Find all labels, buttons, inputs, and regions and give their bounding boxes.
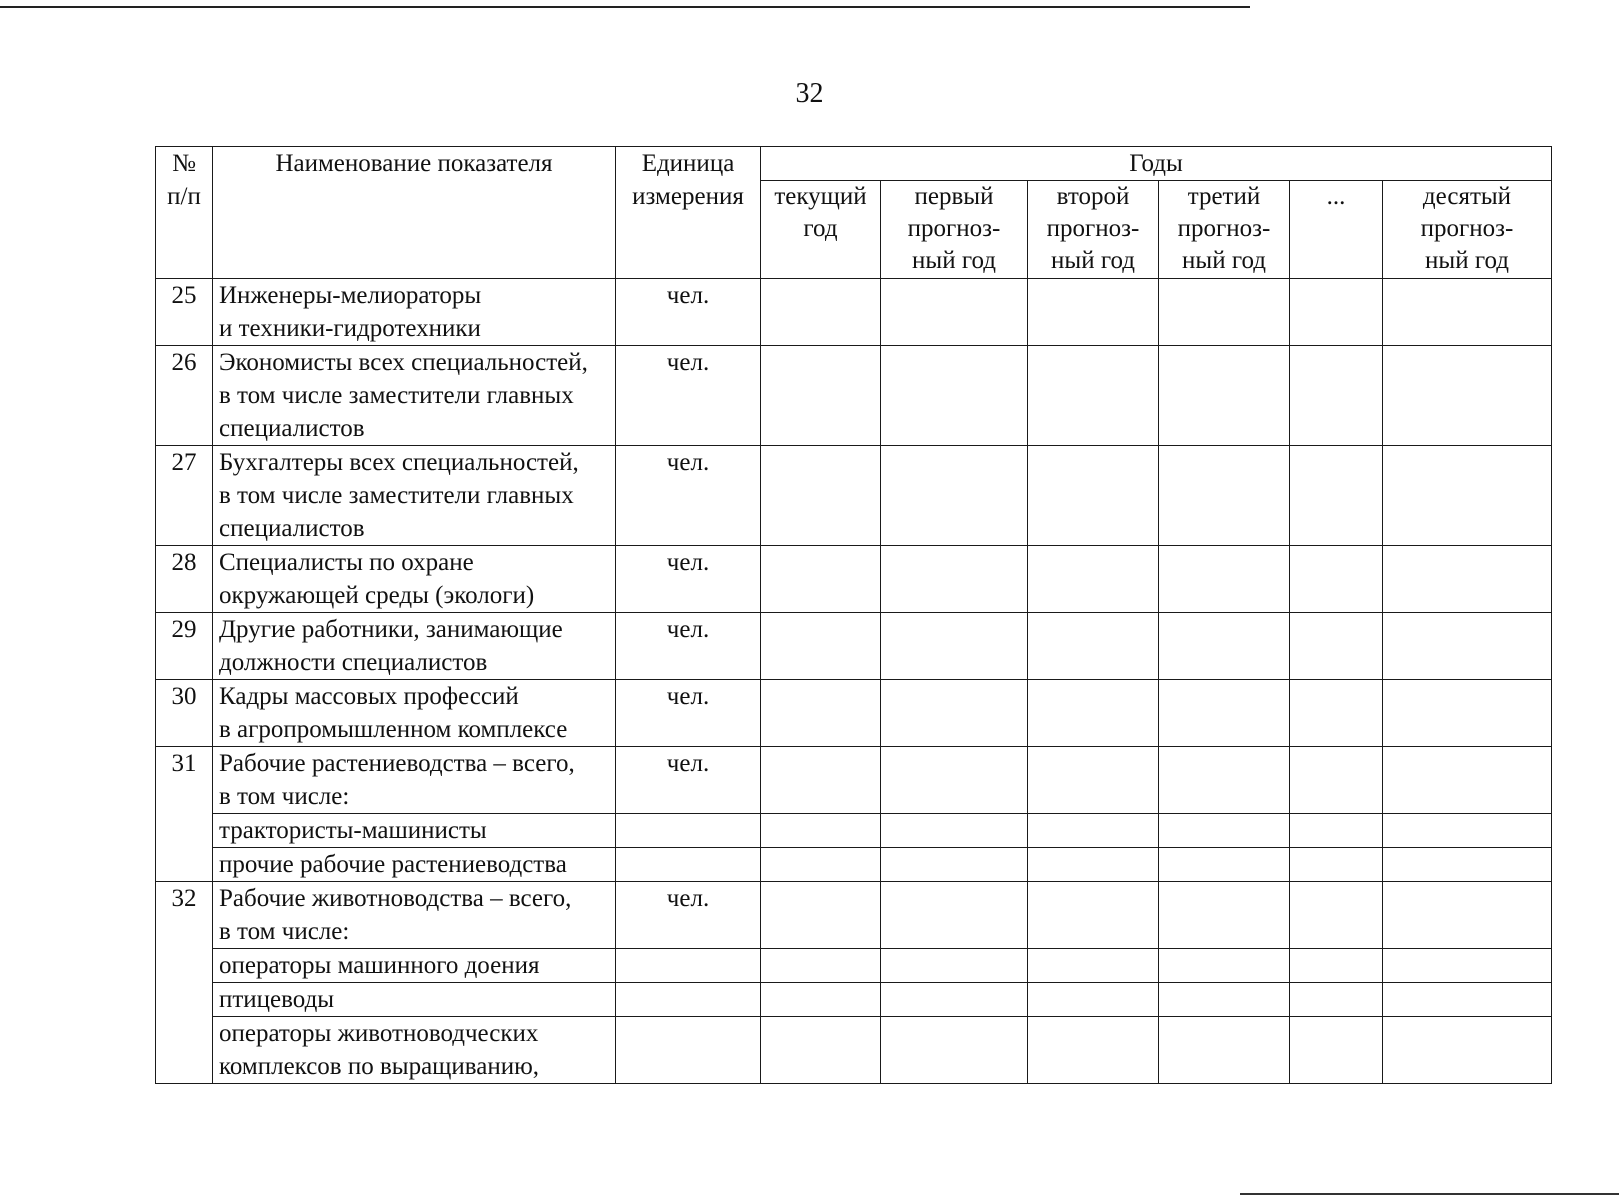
row-unit: чел. (616, 882, 761, 949)
cell-year-current (761, 680, 881, 747)
cell-year-ellipsis (1290, 814, 1383, 848)
indicator-table (155, 146, 1552, 1084)
cell-year-first (881, 848, 1028, 882)
row-unit (616, 949, 761, 983)
header-num: № п/п (156, 147, 213, 279)
row-name: операторы животноводческих комплексов по выращиванию, (213, 1017, 616, 1084)
cell-year-third (1159, 882, 1290, 949)
row-unit: чел. (616, 346, 761, 446)
cell-year-current (761, 446, 881, 546)
cell-year-tenth (1383, 546, 1552, 613)
cell-year-current (761, 279, 881, 346)
cell-year-ellipsis (1290, 747, 1383, 814)
cell-year-tenth (1383, 346, 1552, 446)
cell-year-first (881, 346, 1028, 446)
cell-year-ellipsis (1290, 546, 1383, 613)
header-unit: Единица измерения (616, 147, 761, 279)
cell-year-third (1159, 546, 1290, 613)
cell-year-tenth (1383, 446, 1552, 546)
cell-year-current (761, 613, 881, 680)
cell-year-tenth (1383, 814, 1552, 848)
cell-year-ellipsis (1290, 882, 1383, 949)
header-year-second: второй прогноз- ный год (1028, 181, 1159, 279)
row-unit (616, 814, 761, 848)
row-num: 31 (156, 747, 213, 882)
cell-year-tenth (1383, 848, 1552, 882)
cell-year-second (1028, 279, 1159, 346)
table-row (156, 848, 1552, 882)
header-name: Наименование показателя (213, 147, 616, 279)
header-year-ellipsis: ... (1290, 181, 1383, 279)
row-num: 32 (156, 882, 213, 1084)
row-unit (616, 848, 761, 882)
cell-year-current (761, 949, 881, 983)
table-row (156, 814, 1552, 848)
cell-year-second (1028, 680, 1159, 747)
cell-year-second (1028, 613, 1159, 680)
header-year-first: первый прогноз- ный год (881, 181, 1028, 279)
row-name: птицеводы (213, 983, 616, 1017)
table-row (156, 1017, 1552, 1084)
header-year-third: третий прогноз- ный год (1159, 181, 1290, 279)
cell-year-third (1159, 814, 1290, 848)
cell-year-first (881, 983, 1028, 1017)
cell-year-tenth (1383, 613, 1552, 680)
cell-year-third (1159, 279, 1290, 346)
cell-year-first (881, 882, 1028, 949)
row-name: Другие работники, занимающие должности специалистов (213, 613, 616, 680)
cell-year-ellipsis (1290, 848, 1383, 882)
header-year-current: текущий год (761, 181, 881, 279)
cell-year-second (1028, 1017, 1159, 1084)
cell-year-ellipsis (1290, 949, 1383, 983)
cell-year-tenth (1383, 882, 1552, 949)
cell-year-current (761, 546, 881, 613)
cell-year-ellipsis (1290, 346, 1383, 446)
table-row (156, 613, 1552, 680)
row-name: Специалисты по охране окружающей среды (экологи) (213, 546, 616, 613)
cell-year-current (761, 983, 881, 1017)
cell-year-tenth (1383, 680, 1552, 747)
cell-year-second (1028, 983, 1159, 1017)
row-name: Рабочие растениеводства – всего, в том числе: (213, 747, 616, 814)
bottom-rule (1240, 1193, 1619, 1195)
row-name: Кадры массовых профессий в агропромышленном комплексе (213, 680, 616, 747)
table-row (156, 546, 1552, 613)
row-num: 27 (156, 446, 213, 546)
cell-year-first (881, 279, 1028, 346)
cell-year-second (1028, 949, 1159, 983)
row-unit (616, 1017, 761, 1084)
cell-year-third (1159, 747, 1290, 814)
cell-year-third (1159, 680, 1290, 747)
row-num: 25 (156, 279, 213, 346)
row-unit: чел. (616, 680, 761, 747)
cell-year-tenth (1383, 747, 1552, 814)
top-rule (0, 6, 1250, 8)
cell-year-current (761, 346, 881, 446)
cell-year-ellipsis (1290, 1017, 1383, 1084)
row-num: 28 (156, 546, 213, 613)
row-unit: чел. (616, 446, 761, 546)
cell-year-first (881, 446, 1028, 546)
cell-year-third (1159, 446, 1290, 546)
cell-year-third (1159, 848, 1290, 882)
cell-year-current (761, 1017, 881, 1084)
cell-year-tenth (1383, 279, 1552, 346)
cell-year-first (881, 1017, 1028, 1084)
cell-year-third (1159, 346, 1290, 446)
cell-year-second (1028, 814, 1159, 848)
cell-year-second (1028, 346, 1159, 446)
cell-year-ellipsis (1290, 279, 1383, 346)
table-row (156, 747, 1552, 814)
cell-year-third (1159, 1017, 1290, 1084)
cell-year-first (881, 680, 1028, 747)
cell-year-current (761, 747, 881, 814)
page-number: 32 (795, 78, 824, 109)
cell-year-ellipsis (1290, 680, 1383, 747)
row-name: Экономисты всех специальностей, в том числе заместители главных специалистов (213, 346, 616, 446)
table-row (156, 983, 1552, 1017)
cell-year-first (881, 949, 1028, 983)
row-unit: чел. (616, 747, 761, 814)
row-unit: чел. (616, 613, 761, 680)
row-num: 26 (156, 346, 213, 446)
cell-year-tenth (1383, 983, 1552, 1017)
cell-year-second (1028, 747, 1159, 814)
row-name: Бухгалтеры всех специальностей, в том числе заместители главных специалистов (213, 446, 616, 546)
header-year-tenth: десятый прогноз- ный год (1383, 181, 1552, 279)
table-row (156, 446, 1552, 546)
cell-year-current (761, 848, 881, 882)
cell-year-first (881, 546, 1028, 613)
table-row (156, 882, 1552, 949)
cell-year-ellipsis (1290, 446, 1383, 546)
row-name: Инженеры-мелиораторы и техники-гидротехники (213, 279, 616, 346)
row-unit: чел. (616, 279, 761, 346)
row-unit (616, 983, 761, 1017)
cell-year-third (1159, 983, 1290, 1017)
cell-year-second (1028, 882, 1159, 949)
row-name: прочие рабочие растениеводства (213, 848, 616, 882)
cell-year-first (881, 613, 1028, 680)
row-unit: чел. (616, 546, 761, 613)
header-years-group: Годы (761, 147, 1552, 181)
cell-year-second (1028, 546, 1159, 613)
cell-year-third (1159, 949, 1290, 983)
table-row (156, 949, 1552, 983)
table-row (156, 346, 1552, 446)
cell-year-tenth (1383, 1017, 1552, 1084)
cell-year-second (1028, 446, 1159, 546)
row-num: 29 (156, 613, 213, 680)
cell-year-first (881, 747, 1028, 814)
table-row (156, 279, 1552, 346)
cell-year-tenth (1383, 949, 1552, 983)
cell-year-third (1159, 613, 1290, 680)
row-name: трактористы-машинисты (213, 814, 616, 848)
cell-year-current (761, 814, 881, 848)
row-num: 30 (156, 680, 213, 747)
cell-year-ellipsis (1290, 983, 1383, 1017)
cell-year-current (761, 882, 881, 949)
cell-year-ellipsis (1290, 613, 1383, 680)
cell-year-first (881, 814, 1028, 848)
row-name: Рабочие животноводства – всего, в том числе: (213, 882, 616, 949)
row-name: операторы машинного доения (213, 949, 616, 983)
table-row (156, 680, 1552, 747)
cell-year-second (1028, 848, 1159, 882)
